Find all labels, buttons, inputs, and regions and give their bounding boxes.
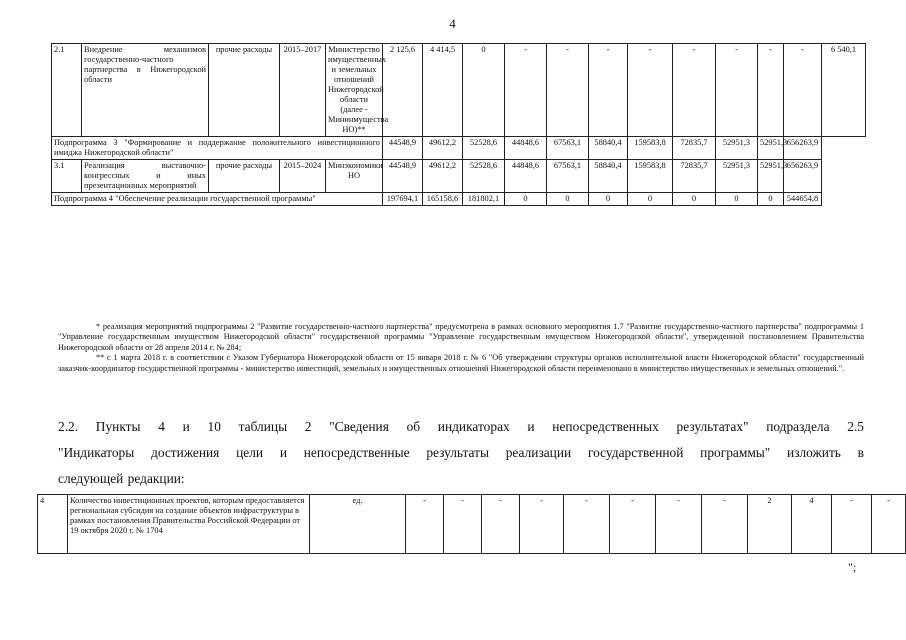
value-cell: 4 414,5 <box>423 44 463 137</box>
value-cell: 44848,6 <box>505 137 547 160</box>
subprogram-row <box>52 137 866 160</box>
value-cell: 52528,6 <box>463 160 505 193</box>
closing-quote: "; <box>848 560 857 574</box>
value-cell: 159583,8 <box>628 160 673 193</box>
amendment-paragraph-line-2: "Индикаторы достижения цели и непосредственные результаты реализации государственной программы" изложить в <box>58 445 864 460</box>
value-cell: 181802,1 <box>463 193 505 206</box>
value-cell: 72835,7 <box>673 160 716 193</box>
value-cell: - <box>758 44 784 137</box>
value-cell: - <box>784 44 822 137</box>
activity-number: 2.1 <box>52 44 82 137</box>
indicator-name: Количество инвестиционных проектов, которым предоставляется региональная субсидия на создание объектов инфраструктуры в рамках постановления Правительства Российской Федерации от 19 октября 2020 г. № 1704 <box>68 495 310 554</box>
indicator-value: 2 <box>748 495 792 554</box>
value-cell: 52528,6 <box>463 137 505 160</box>
value-cell: - <box>673 44 716 137</box>
activity-name: Внедрение механизмов государственно-частного партнерства в Нижегородской области <box>82 44 209 137</box>
value-cell: 165158,6 <box>423 193 463 206</box>
value-cell: 44548,9 <box>383 160 423 193</box>
period: 2015–2024 <box>280 160 326 193</box>
value-cell: 0 <box>716 193 758 206</box>
indicator-value: - <box>520 495 564 554</box>
value-cell: - <box>547 44 589 137</box>
value-cell: 0 <box>673 193 716 206</box>
executor: Министерство имущественных и земельных отношений Нижегородской области (далее - Мининмущества НО)** <box>326 44 383 137</box>
amendment-paragraph-line-3: следующей редакции: <box>58 471 185 486</box>
value-cell: 2 125,6 <box>383 44 423 137</box>
value-cell: 0 <box>628 193 673 206</box>
financing-source: прочие расходы <box>209 160 280 193</box>
value-cell: - <box>716 44 758 137</box>
value-cell: 44548,9 <box>383 137 423 160</box>
value-cell: 52951,3 <box>758 137 784 160</box>
subprogram-title: Подпрограмма 3 "Формирование и поддержание положительного инвестиционного имиджа Нижегородской области" <box>52 137 383 160</box>
indicator-row <box>38 495 906 554</box>
value-cell: - <box>628 44 673 137</box>
value-cell: - <box>505 44 547 137</box>
value-cell: 58840,4 <box>589 160 628 193</box>
subprogram-title: Подпрограмма 4 "Обеспечение реализации государственной программы" <box>52 193 383 206</box>
page-number: 4 <box>449 16 456 31</box>
indicator-value: - <box>406 495 444 554</box>
value-cell: - <box>589 44 628 137</box>
financing-source: прочие расходы <box>209 44 280 137</box>
value-cell: 159583,8 <box>628 137 673 160</box>
indicator-value: 4 <box>792 495 832 554</box>
value-cell: 67563,1 <box>547 137 589 160</box>
indicator-value: - <box>610 495 656 554</box>
value-cell: 656263,9 <box>784 160 822 193</box>
indicator-value: - <box>482 495 520 554</box>
value-cell: 0 <box>463 44 505 137</box>
subprogram-row <box>52 193 866 206</box>
value-cell: 656263,9 <box>784 137 822 160</box>
indicator-value: - <box>444 495 482 554</box>
value-cell: 0 <box>547 193 589 206</box>
indicator-value: - <box>872 495 906 554</box>
value-cell: 44848,6 <box>505 160 547 193</box>
executor: Минэкономики НО <box>326 160 383 193</box>
indicator-value: - <box>832 495 872 554</box>
value-cell: 52951,3 <box>758 160 784 193</box>
indicator-unit: ед. <box>310 495 406 554</box>
finance-table <box>51 43 866 206</box>
value-cell: 58840,4 <box>589 137 628 160</box>
value-cell: 544654,8 <box>784 193 822 206</box>
value-cell: 197694,1 <box>383 193 423 206</box>
footnote-1: * реализация мероприятий подпрограммы 2 "Развитие государственно-частного партнерства" предусмотрена в рамках основного мероприятия 1.7 "Развитие государственно-частного партнерства" подпрограммы 1 "Управление государственным имуществом Нижегородской области" государственной программы "Управление государственным имуществом Нижегородской области", утвержденной постановлением Правительства Нижегородской области от 28 апреля 2014 г. № 284; <box>58 322 864 352</box>
value-cell: 6 540,1 <box>822 44 866 137</box>
amendment-paragraph-line-1: 2.2. Пункты 4 и 10 таблицы 2 "Сведения об индикаторах и непосредственных результатах" подраздела 2.5 <box>58 419 864 434</box>
period: 2015–2017 <box>280 44 326 137</box>
indicator-value: - <box>564 495 610 554</box>
footnote-2: ** с 1 марта 2018 г. в соответствии с Указом Губернатора Нижегородской области от 15 января 2018 г. № 6 "Об утверждении структуры органов исполнительной власти Нижегородской области" государственный заказчик-координатор государственной программы - министерство инвестиций, земельных и имущественных отношений Нижегородской области переименовано в министерство имущественных и земельных отношений.". <box>58 353 864 373</box>
value-cell: 0 <box>589 193 628 206</box>
indicator-value: - <box>702 495 748 554</box>
activity-name: Реализация выставочно-конгрессных и иных презентационных мероприятий <box>82 160 209 193</box>
activity-number: 3.1 <box>52 160 82 193</box>
indicator-value: - <box>656 495 702 554</box>
value-cell: 0 <box>505 193 547 206</box>
value-cell: 49612,2 <box>423 137 463 160</box>
value-cell: 52951,3 <box>716 160 758 193</box>
value-cell: 49612,2 <box>423 160 463 193</box>
value-cell: 52951,3 <box>716 137 758 160</box>
activity-row <box>52 160 866 193</box>
indicator-number: 4 <box>38 495 68 554</box>
activity-row <box>52 44 866 137</box>
value-cell: 67563,1 <box>547 160 589 193</box>
indicator-table <box>37 494 906 554</box>
value-cell: 72835,7 <box>673 137 716 160</box>
footnotes <box>58 322 864 374</box>
value-cell: 0 <box>758 193 784 206</box>
